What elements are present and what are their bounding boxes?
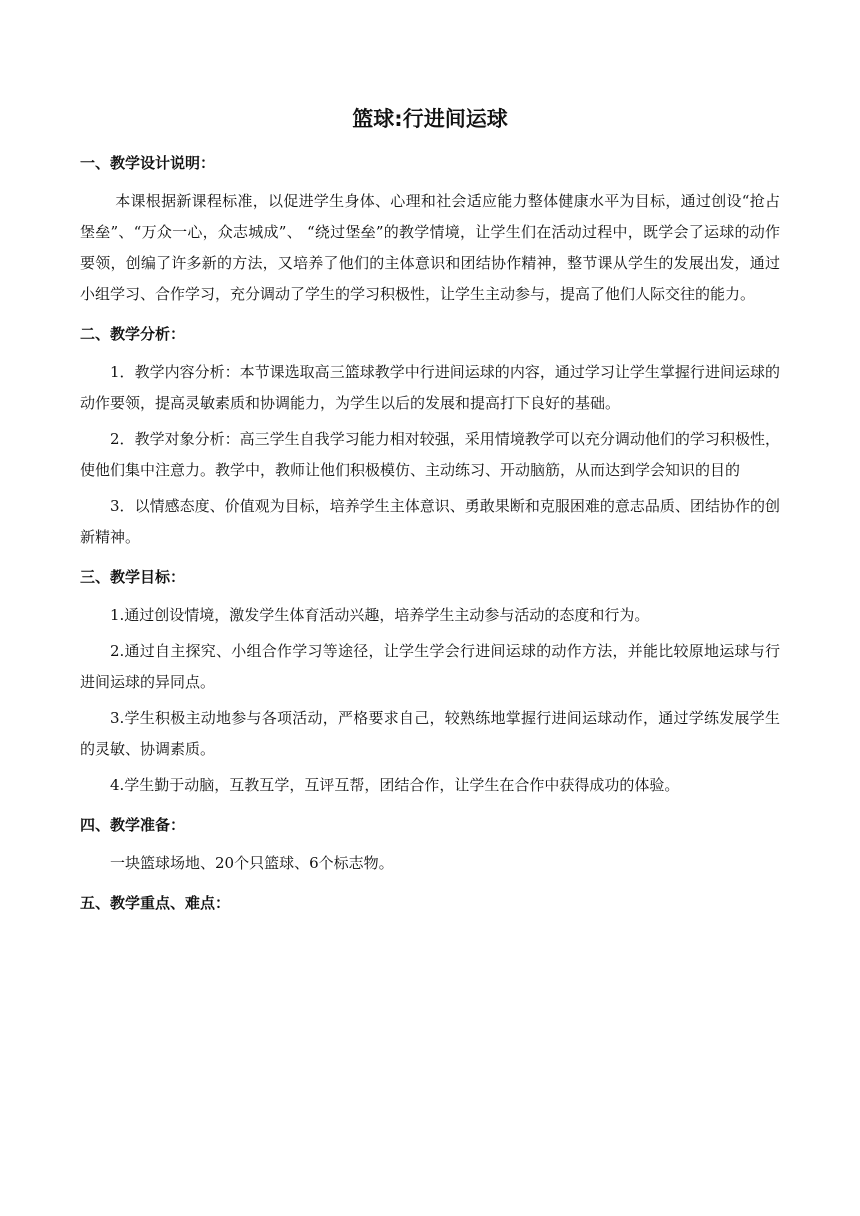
paragraph: 4.学生勤于动脑，互教互学，互评互帮，团结合作，让学生在合作中获得成功的体验。	[110, 776, 680, 794]
paragraph: 3.学生积极主动地参与各项活动，严格要求自己，较熟练地掌握行进间运球动作，通过学练发展学生的灵敏、协调素质。	[80, 709, 780, 758]
section-heading: 五、教学重点、难点：	[80, 894, 231, 912]
section-preparation	[80, 815, 780, 879]
paragraph: 2.通过自主探究、小组合作学习等途径，让学生学会行进间运球的动作方法，并能比较原地运球与行进间运球的异同点。	[80, 642, 780, 691]
spacer	[80, 835, 780, 848]
spacer	[80, 344, 780, 357]
paragraph: 3．以情感态度、价值观为目标，培养学生主体意识、勇敢果断和克服困难的意志品质、团结协作的创新精神。	[80, 497, 780, 546]
spacer	[80, 879, 780, 893]
spacer	[80, 310, 780, 324]
paragraph: 一块篮球场地、20个只篮球、6个标志物。	[110, 854, 394, 872]
spacer	[80, 136, 780, 153]
paragraph: 本课根据新课程标准，以促进学生身体、心理和社会适应能力整体健康水平为目标，通过创设“抢占堡垒”、“万众一心，众志城成”、 “绕过堡垒”的教学情境，让学生们在活动过程中，既学会了运球的动作要领，创编了许多新的方法，又培养了他们的主体意识和团结协作精神，整节课从学生的发展出发，通过小组学习、合作学习，充分调动了学生的学习积极性，让学生主动参与，提高了他们人际交往的能力。	[80, 192, 780, 303]
section-analysis	[80, 324, 780, 553]
paragraph: 1．教学内容分析：本节课选取高三篮球教学中行进间运球的内容，通过学习让学生掌握行进间运球的动作要领，提高灵敏素质和协调能力，为学生以后的发展和提高打下良好的基础。	[80, 363, 780, 412]
paragraph: 1.通过创设情境，激发学生体育活动兴趣，培养学生主动参与活动的态度和行为。	[110, 606, 650, 624]
section-key-points	[80, 893, 780, 913]
section-heading: 二、教学分析：	[80, 325, 186, 343]
document-title: 篮球:行进间运球	[352, 107, 508, 131]
section-heading: 三、教学目标：	[80, 568, 186, 586]
section-heading: 四、教学准备：	[80, 816, 186, 834]
document-content	[80, 102, 780, 913]
section-objectives	[80, 567, 780, 801]
spacer	[80, 587, 780, 600]
paragraph: 2．教学对象分析：高三学生自我学习能力相对较强，采用情境教学可以充分调动他们的学习积极性，使他们集中注意力。教学中，教师让他们积极模仿、主动练习、开动脑筋，从而达到学会知识的目的	[80, 430, 780, 479]
section-design-notes	[80, 153, 780, 310]
spacer	[80, 801, 780, 815]
spacer	[80, 553, 780, 567]
section-heading: 一、教学设计说明：	[80, 154, 216, 172]
spacer	[80, 173, 780, 186]
